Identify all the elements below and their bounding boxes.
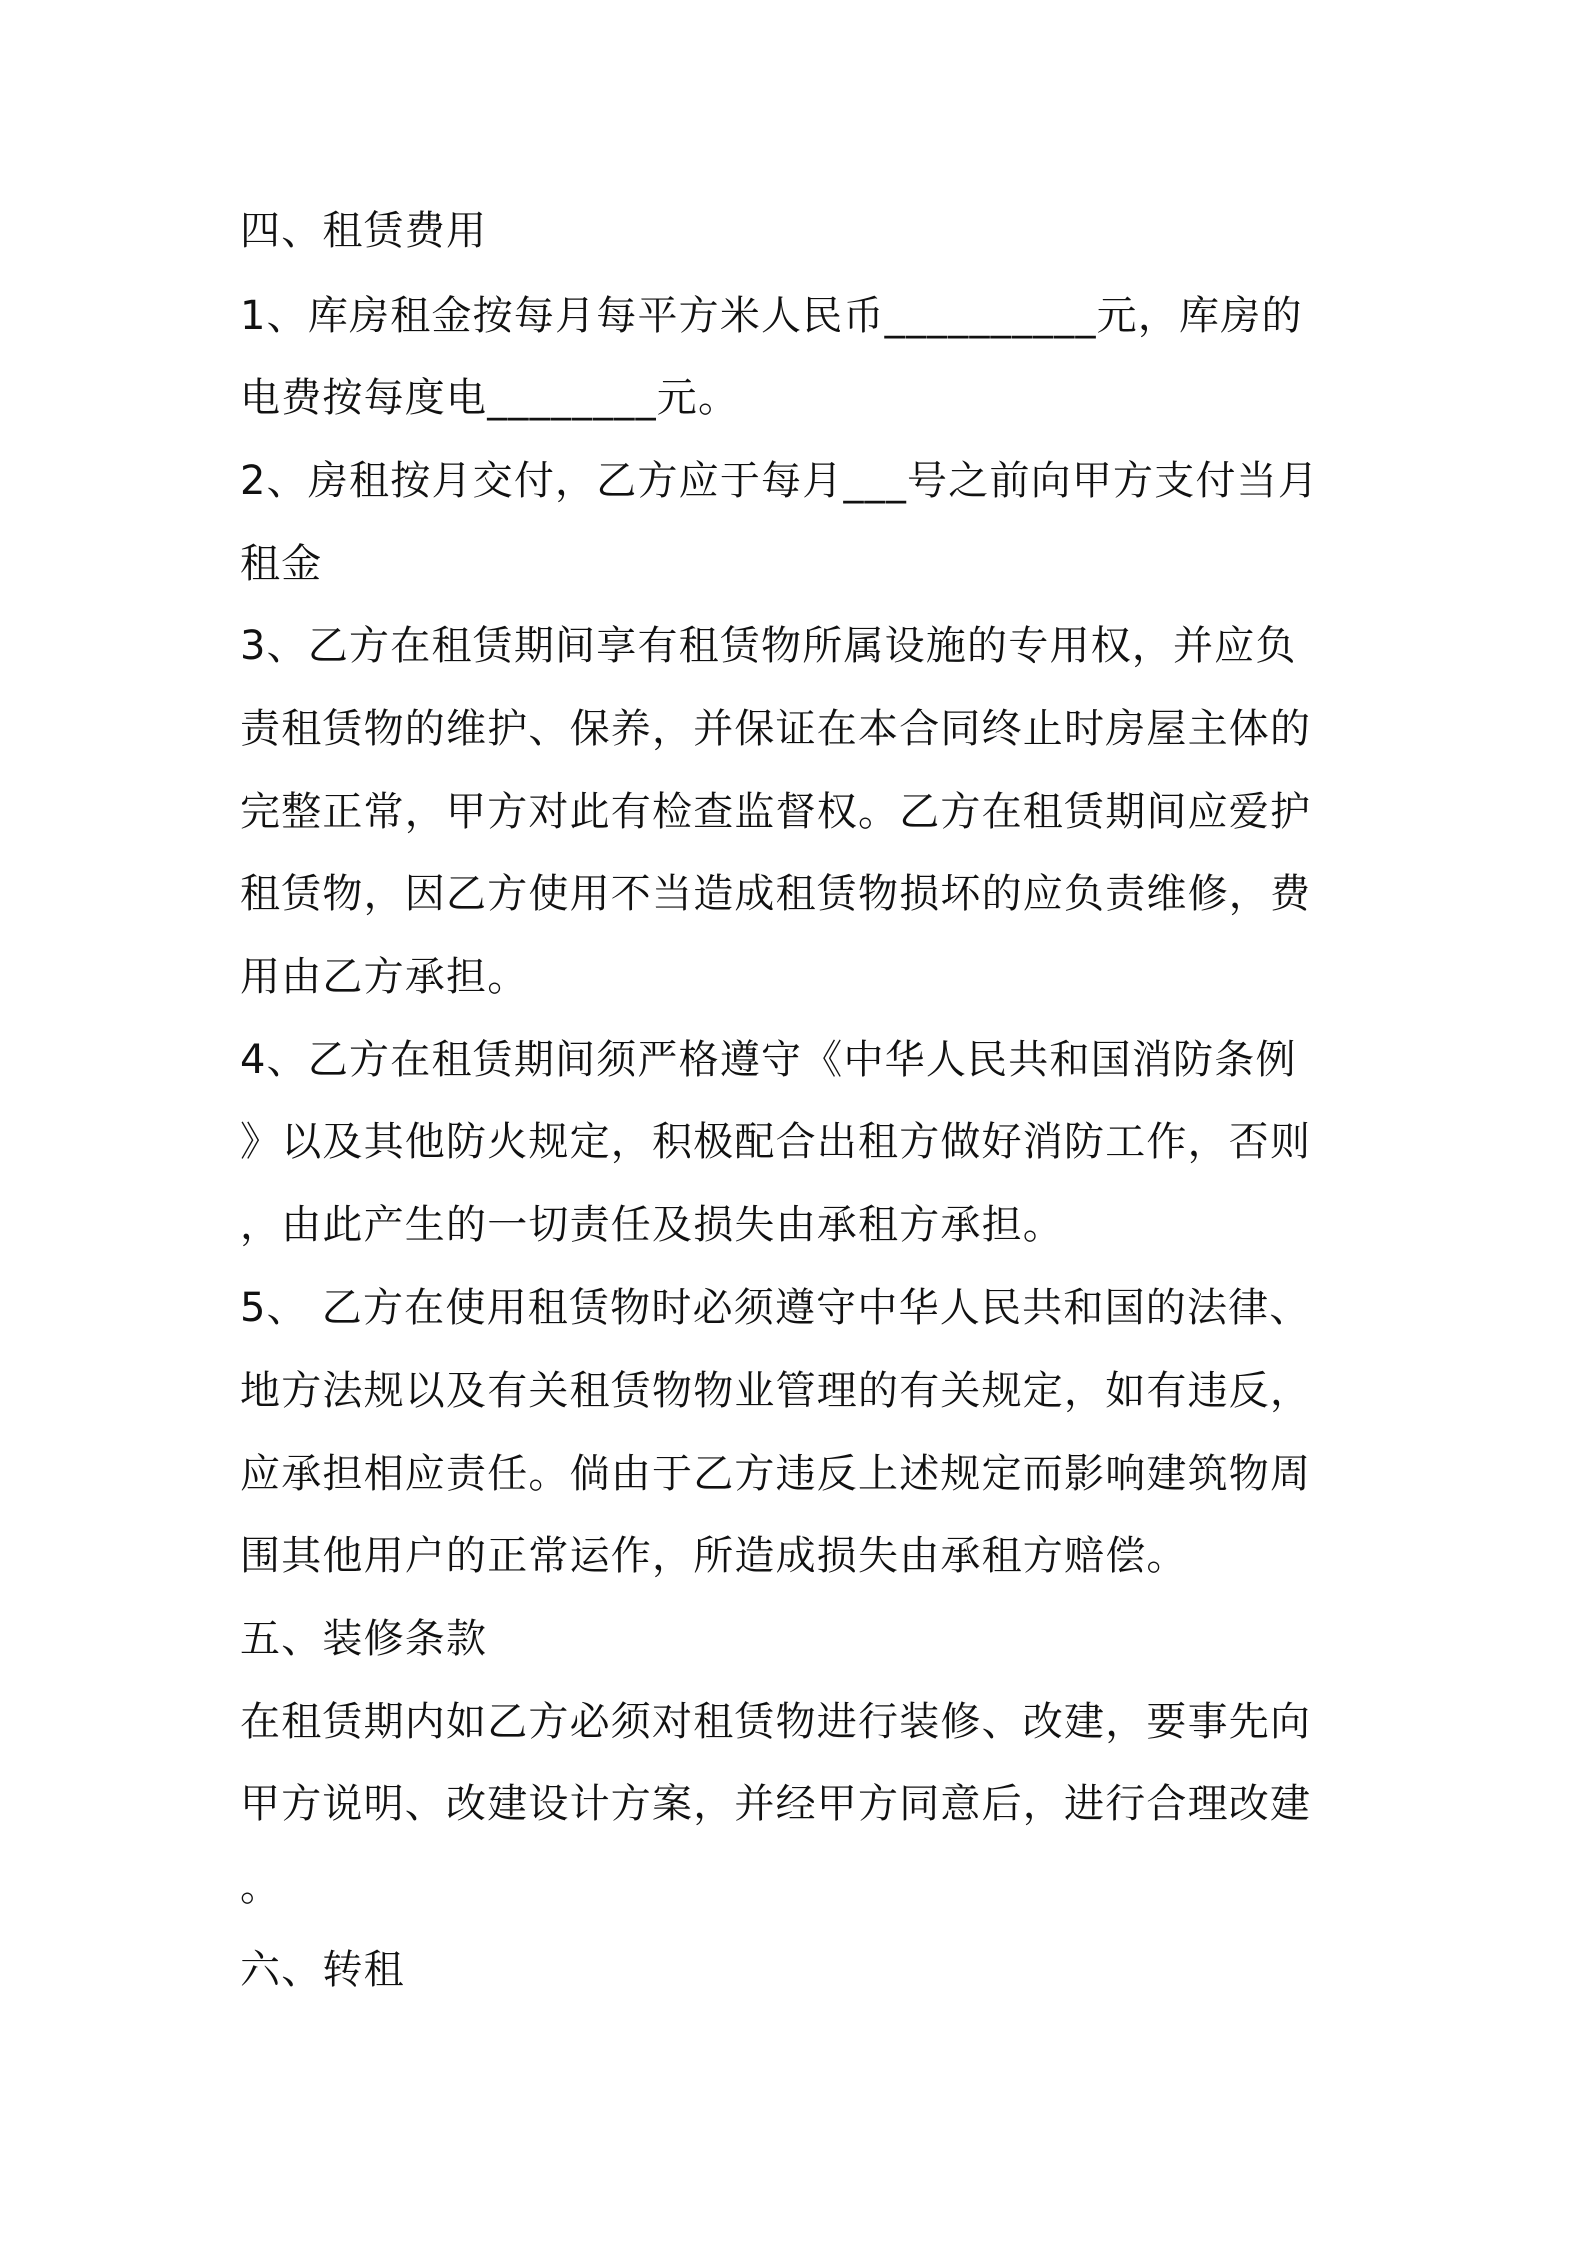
clause-4-line-3: ，由此产生的一切责任及损失由承租方承担。	[240, 1202, 1064, 1248]
clause-2-line-1: 2、房租按月交付，乙方应于每月___号之前向甲方支付当月	[240, 458, 1320, 504]
clause-2-line-2: 租金	[240, 541, 323, 587]
decoration-paragraph-line-3: 。	[240, 1864, 282, 1910]
clause-3-line-5: 用由乙方承担。	[240, 954, 529, 1000]
decoration-paragraph-line-2: 甲方说明、改建设计方案，并经甲方同意后，进行合理改建	[240, 1781, 1312, 1827]
clause-1-line-1: 1、库房租金按每月每平方米人民币__________元，库房的	[240, 293, 1303, 339]
clause-4-line-2: 》以及其他防火规定，积极配合出租方做好消防工作，否则	[240, 1119, 1312, 1165]
section-heading-rental-fees: 四、租赁费用	[240, 208, 488, 254]
clause-1-line-2: 电费按每度电________元。	[240, 375, 740, 421]
clause-3-line-4: 租赁物，因乙方使用不当造成租赁物损坏的应负责维修，费	[240, 871, 1312, 917]
clause-5-line-2: 地方法规以及有关租赁物物业管理的有关规定，如有违反，	[240, 1368, 1312, 1414]
decoration-paragraph-line-1: 在租赁期内如乙方必须对租赁物进行装修、改建，要事先向	[240, 1699, 1312, 1745]
clause-3-line-2: 责租赁物的维护、保养，并保证在本合同终止时房屋主体的	[240, 706, 1312, 752]
clause-3-line-1: 3、乙方在租赁期间享有租赁物所属设施的专用权，并应负	[240, 623, 1297, 669]
clause-5-line-1: 5、 乙方在使用租赁物时必须遵守中华人民共和国的法律、	[240, 1285, 1311, 1331]
section-heading-sublease: 六、转租	[240, 1947, 405, 1993]
clause-5-line-4: 围其他用户的正常运作，所造成损失由承租方赔偿。	[240, 1533, 1188, 1579]
clause-4-line-1: 4、乙方在租赁期间须严格遵守《中华人民共和国消防条例	[240, 1037, 1297, 1083]
clause-3-line-3: 完整正常，甲方对此有检查监督权。乙方在租赁期间应爱护	[240, 789, 1312, 835]
section-heading-decoration-terms: 五、装修条款	[240, 1616, 488, 1662]
clause-5-line-3: 应承担相应责任。倘由于乙方违反上述规定而影响建筑物周	[240, 1451, 1312, 1497]
